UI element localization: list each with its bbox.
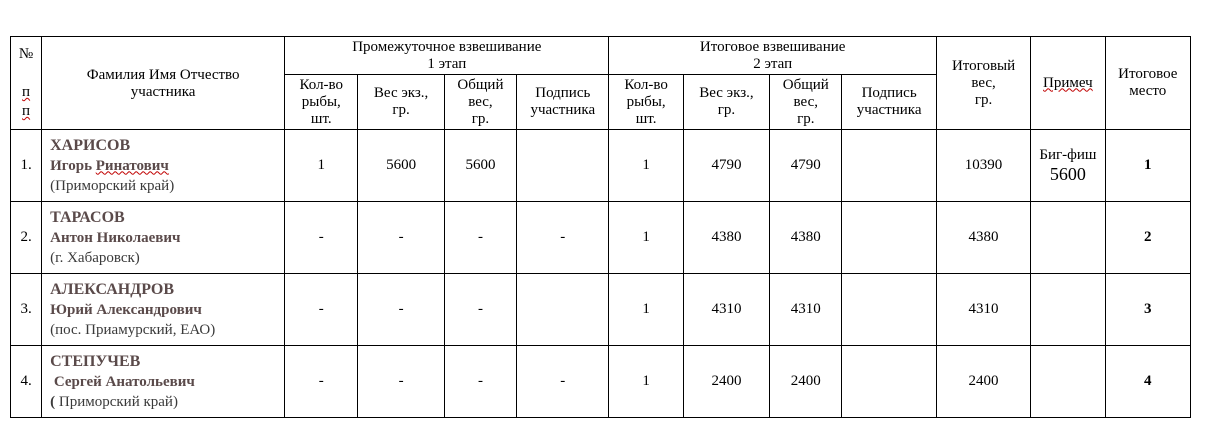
total-weight: 4380 — [936, 202, 1030, 274]
header-text: гр. — [392, 102, 410, 118]
s2-weight-total: 4310 — [770, 274, 842, 346]
s1-count: 1 — [285, 130, 358, 202]
participant-given-name: Юрий Александрович — [50, 301, 202, 318]
s1-signature — [517, 130, 609, 202]
header-s1-weight-total — [444, 75, 516, 130]
participant-region — [50, 248, 284, 268]
note-label: Биг-фиш — [1039, 147, 1097, 163]
participant-surname: СТЕПУЧЕВ — [50, 352, 141, 370]
s2-signature — [842, 274, 936, 346]
header-text: рыбы, — [301, 93, 341, 110]
region-text: (Приморский край) — [50, 177, 175, 194]
header-text: участника — [856, 102, 922, 118]
header-stage2 — [609, 37, 936, 75]
header-s2-weight-each — [683, 75, 769, 130]
row-index: 2. — [11, 202, 42, 274]
s2-weight-total: 4790 — [770, 130, 842, 202]
place-line: место — [1129, 83, 1167, 99]
note-value: 5600 — [1049, 164, 1086, 184]
participant-name — [50, 300, 284, 320]
total-line: Итоговый — [951, 57, 1016, 74]
row-index: 4. — [11, 346, 42, 418]
s2-signature — [842, 202, 936, 274]
header-text: вес, — [793, 93, 818, 110]
s1-count: - — [285, 274, 358, 346]
s2-count: 1 — [609, 274, 683, 346]
table-row — [11, 346, 1191, 418]
s1-count: - — [285, 202, 358, 274]
header-text: шт. — [635, 110, 657, 127]
s1-signature: - — [517, 346, 609, 418]
number-symbol: № — [18, 46, 34, 62]
region-text: (пос. Приамурский, ЕАО) — [50, 321, 216, 338]
header-text: Общий — [782, 76, 829, 93]
s2-weight-each: 4310 — [683, 274, 769, 346]
header-s2-weight-total — [770, 75, 842, 130]
header-s1-count — [285, 75, 358, 130]
header-text: Кол-во — [624, 76, 668, 93]
final-place: 3 — [1105, 274, 1190, 346]
note-cell — [1031, 346, 1105, 418]
participant-surname: ХАРИСОВ — [50, 136, 131, 154]
s2-count: 1 — [609, 346, 683, 418]
header-text: шт. — [310, 110, 332, 127]
row-index: 1. — [11, 130, 42, 202]
number-letter: п — [22, 103, 31, 119]
header-text: Кол-во — [299, 76, 344, 93]
header-fio-line1: Фамилия Имя Отчество — [86, 67, 240, 83]
s1-weight-total: - — [444, 274, 516, 346]
s1-weight-total: 5600 — [444, 130, 516, 202]
participant-name — [50, 228, 284, 248]
header-text: Общий — [457, 76, 504, 93]
s2-count: 1 — [609, 130, 683, 202]
s1-weight-each: - — [358, 202, 444, 274]
participant-surname: ТАРАСОВ — [50, 208, 125, 226]
s1-signature: - — [517, 202, 609, 274]
s2-weight-each: 2400 — [683, 346, 769, 418]
total-weight: 10390 — [936, 130, 1030, 202]
s2-weight-total: 2400 — [770, 346, 842, 418]
region-paren: ( — [50, 393, 56, 410]
header-s2-signature — [842, 75, 936, 130]
s2-count: 1 — [609, 202, 683, 274]
participant-cell — [42, 274, 285, 346]
participant-region — [50, 176, 284, 196]
header-fio-line2: участника — [130, 84, 196, 100]
region-text: (г. Хабаровск) — [50, 249, 140, 266]
total-line: вес, — [971, 74, 996, 91]
participant-name — [50, 372, 284, 392]
stage1-title: Промежуточное взвешивание — [352, 38, 542, 55]
header-s2-count — [609, 75, 683, 130]
header-total-weight — [936, 37, 1030, 130]
number-letter: п — [22, 84, 31, 100]
participant-given-name: Игорь — [50, 157, 96, 174]
region-text: Приморский край) — [55, 393, 178, 410]
participant-given-name: Сергей Анатольевич — [50, 373, 195, 390]
results-table — [10, 36, 1191, 418]
stage1-subtitle: 1 этап — [427, 55, 467, 72]
total-line: гр. — [974, 91, 993, 108]
s1-signature — [517, 274, 609, 346]
participant-cell — [42, 202, 285, 274]
header-number — [11, 37, 42, 130]
table-row — [11, 202, 1191, 274]
final-place: 2 — [1105, 202, 1190, 274]
total-weight: 4310 — [936, 274, 1030, 346]
header-text: Вес экз., — [373, 85, 429, 101]
note-cell — [1031, 202, 1105, 274]
header-text: гр. — [717, 102, 736, 118]
header-row-top — [11, 37, 1191, 75]
participant-cell — [42, 130, 285, 202]
s2-signature — [842, 130, 936, 202]
stage2-subtitle: 2 этап — [753, 55, 793, 72]
note-header-label: Примеч — [1043, 74, 1093, 91]
header-stage1 — [285, 37, 609, 75]
s2-weight-total: 4380 — [770, 202, 842, 274]
table-row — [11, 274, 1191, 346]
participant-cell — [42, 346, 285, 418]
header-s1-signature — [517, 75, 609, 130]
s1-weight-each: - — [358, 346, 444, 418]
header-text: Вес экз., — [699, 85, 754, 101]
s1-weight-total: - — [444, 346, 516, 418]
header-s1-weight-each — [358, 75, 444, 130]
final-place: 1 — [1105, 130, 1190, 202]
header-text: Подпись — [861, 85, 917, 101]
header-place — [1105, 37, 1190, 130]
header-fio — [42, 37, 285, 130]
s1-count: - — [285, 346, 358, 418]
place-line: Итоговое — [1118, 66, 1178, 82]
header-text: гр. — [797, 110, 815, 127]
participant-region — [50, 320, 284, 340]
s1-weight-each: 5600 — [358, 130, 444, 202]
s2-weight-each: 4380 — [683, 202, 769, 274]
header-text: вес, — [468, 93, 493, 110]
final-place: 4 — [1105, 346, 1190, 418]
note-cell — [1031, 274, 1105, 346]
header-text: рыбы, — [626, 93, 666, 110]
header-text: гр. — [471, 110, 490, 127]
s2-weight-each: 4790 — [683, 130, 769, 202]
header-text: участника — [530, 102, 596, 118]
row-index: 3. — [11, 274, 42, 346]
stage2-title: Итоговое взвешивание — [699, 38, 846, 55]
total-weight: 2400 — [936, 346, 1030, 418]
participant-surname: АЛЕКСАНДРОВ — [50, 280, 175, 298]
s1-weight-each: - — [358, 274, 444, 346]
note-cell — [1031, 130, 1105, 202]
header-note — [1031, 37, 1105, 130]
s2-signature — [842, 346, 936, 418]
participant-region — [50, 392, 284, 412]
participant-name — [50, 156, 284, 176]
header-text: Подпись — [535, 85, 591, 101]
s1-weight-total: - — [444, 202, 516, 274]
participant-given-name: Антон Николаевич — [50, 229, 181, 246]
table-row — [11, 130, 1191, 202]
participant-patronymic: Ринатович — [95, 157, 169, 174]
